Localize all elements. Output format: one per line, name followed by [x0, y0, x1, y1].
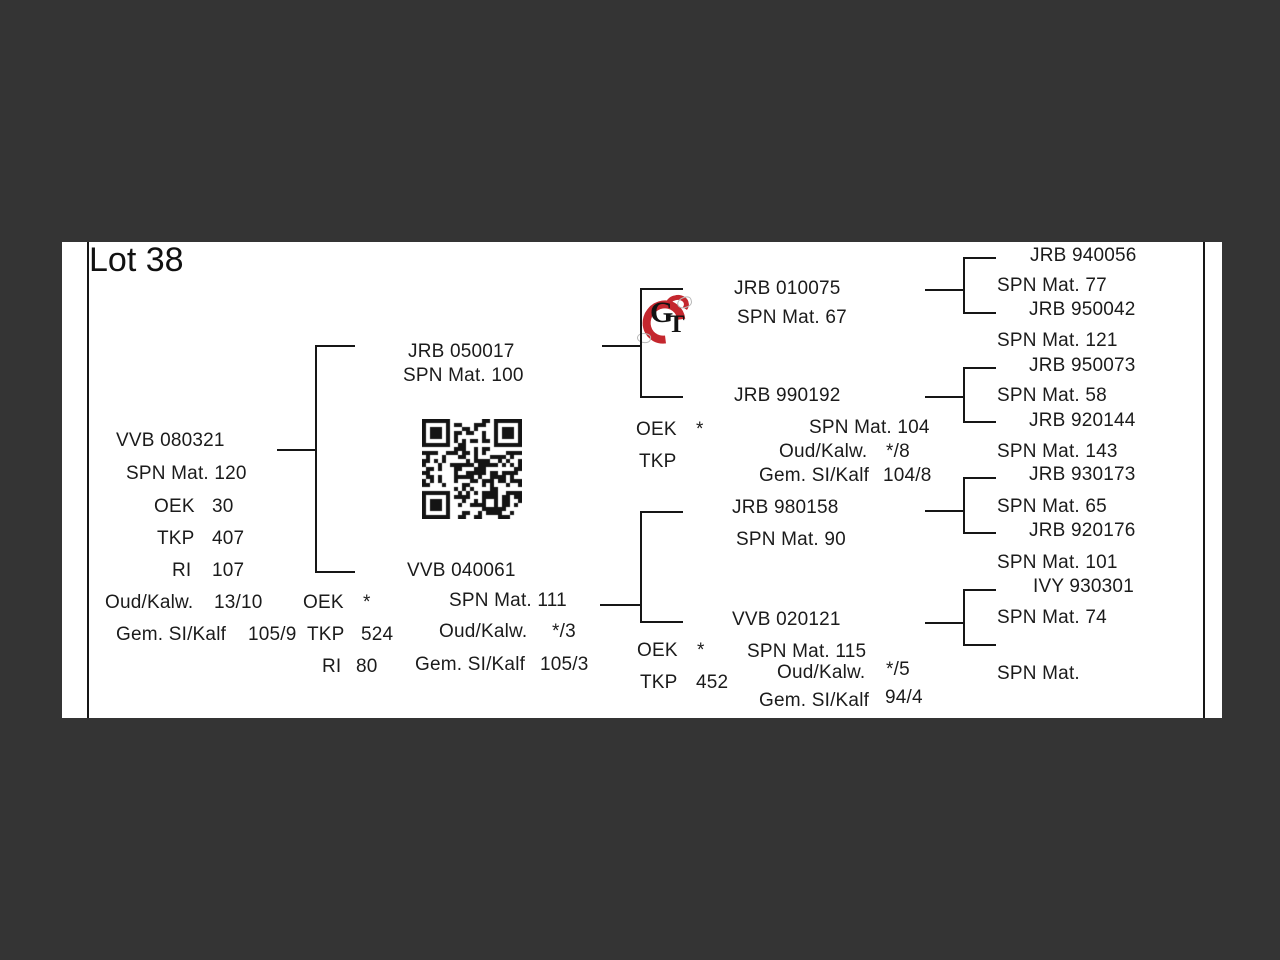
gen4-entry-spn: SPN Mat. 74 [997, 607, 1107, 628]
gen4-entry-spn: SPN Mat. 65 [997, 496, 1107, 517]
gen3-sire-dam-oud-label: Oud/Kalw. [779, 441, 868, 462]
gen4-entry-name: JRB 950042 [1029, 299, 1136, 320]
pedigree-line [602, 345, 642, 347]
gen1-name: VVB 080321 [116, 430, 225, 451]
gen3-dam-dam-spn: SPN Mat. 115 [747, 641, 867, 662]
gen4-entry-name: JRB 930173 [1029, 464, 1136, 485]
pedigree-line [640, 288, 642, 398]
pedigree-line [640, 621, 683, 623]
gen2-dam-name: VVB 040061 [407, 560, 516, 581]
gen3-sire-sire-name: JRB 010075 [734, 278, 841, 299]
gen3-dam-oek-value: * [697, 640, 705, 661]
qr-code [422, 419, 522, 519]
logo-letter-t: T [668, 311, 685, 338]
gen2-oek-value: * [363, 592, 371, 613]
gen2-dam-oud-value: */3 [552, 621, 576, 642]
pedigree-line [640, 511, 642, 623]
gen3-sire-dam-oud-value: */8 [886, 441, 910, 462]
pedigree-line [640, 511, 683, 513]
page-left-rule [87, 242, 89, 718]
pedigree-line [925, 396, 965, 398]
page-right-rule [1203, 242, 1205, 718]
gen1-tkp-value: 407 [212, 528, 245, 549]
gen1-oud-label: Oud/Kalw. [105, 592, 194, 613]
gen3-sire-dam-spn: SPN Mat. 104 [809, 417, 930, 438]
gen2-dam-gem-value: 105/3 [540, 654, 589, 675]
pedigree-line [277, 449, 317, 451]
pedigree-line [963, 644, 996, 646]
gen4-entry-name: JRB 920176 [1029, 520, 1136, 541]
gen3-sire-oek-value: * [696, 419, 704, 440]
pedigree-line [315, 571, 355, 573]
gen4-entry-spn: SPN Mat. 58 [997, 385, 1107, 406]
gen4-entry-spn: SPN Mat. 121 [997, 330, 1118, 351]
gen2-tkp-label: TKP [307, 624, 345, 645]
pedigree-line [315, 345, 355, 347]
gen1-ri-label: RI [172, 560, 192, 581]
gen3-sire-dam-gem-label: Gem. SI/Kalf [759, 465, 870, 486]
gen1-spn: SPN Mat. 120 [126, 463, 247, 484]
gen3-sire-dam-gem-value: 104/8 [883, 465, 932, 486]
pedigree-line [963, 532, 996, 534]
gen3-sire-oek-label: OEK [636, 419, 677, 440]
lot-title: Lot 38 [89, 241, 184, 279]
gen1-oek-label: OEK [154, 496, 195, 517]
gen1-oek-value: 30 [212, 496, 234, 517]
gen4-entry-name: IVY 930301 [1033, 576, 1134, 597]
pedigree-line [963, 257, 996, 259]
pedigree-line [925, 622, 965, 624]
gen1-oud-value: 13/10 [214, 592, 263, 613]
gen1-ri-value: 107 [212, 560, 245, 581]
gen3-dam-dam-oud-value: */5 [886, 659, 910, 680]
gen2-oek-label: OEK [303, 592, 344, 613]
pedigree-line [925, 510, 965, 512]
pedigree-line [963, 589, 965, 646]
gen3-dam-oek-label: OEK [637, 640, 678, 661]
gen2-dam-spn: SPN Mat. 111 [449, 590, 567, 611]
gen1-tkp-label: TKP [157, 528, 195, 549]
gen2-ri-value: 80 [356, 656, 378, 677]
pedigree-line [963, 589, 996, 591]
gen4-entry-name: JRB 920144 [1029, 410, 1136, 431]
gen2-dam-gem-label: Gem. SI/Kalf [415, 654, 526, 675]
gen3-sire-sire-spn: SPN Mat. 67 [737, 307, 847, 328]
gen2-sire-name: JRB 050017 [408, 341, 515, 362]
pedigree-line [600, 604, 641, 606]
pedigree-line [640, 288, 683, 290]
gen4-entry-name: JRB 950073 [1029, 355, 1136, 376]
gen2-tkp-value: 524 [361, 624, 394, 645]
gen2-ri-label: RI [322, 656, 342, 677]
pedigree-line [963, 477, 965, 534]
gen3-dam-dam-gem-label: Gem. SI/Kalf [759, 690, 870, 711]
pedigree-line [963, 257, 965, 314]
gen2-sire-spn: SPN Mat. 100 [403, 365, 524, 386]
gen3-dam-dam-oud-label: Oud/Kalw. [777, 662, 866, 683]
pedigree-line [925, 289, 965, 291]
gen3-sire-tkp-label: TKP [639, 451, 677, 472]
pedigree-line [963, 312, 996, 314]
gen4-entry-spn: SPN Mat. 101 [997, 552, 1118, 573]
pedigree-line [963, 367, 965, 423]
pedigree-line [963, 421, 996, 423]
gen4-entry-spn: SPN Mat. 143 [997, 441, 1118, 462]
gen3-dam-dam-name: VVB 020121 [732, 609, 841, 630]
pedigree-line [640, 396, 683, 398]
gen3-dam-tkp-value: 452 [696, 672, 729, 693]
pedigree-line [963, 477, 996, 479]
gen1-gem-label: Gem. SI/Kalf [116, 624, 227, 645]
gen3-dam-dam-gem-value: 94/4 [885, 687, 923, 708]
gen2-dam-oud-label: Oud/Kalw. [439, 621, 528, 642]
pedigree-line [315, 345, 317, 573]
gen4-entry-spn: SPN Mat. [997, 663, 1080, 684]
gen3-dam-sire-name: JRB 980158 [732, 497, 839, 518]
gen3-dam-sire-spn: SPN Mat. 90 [736, 529, 846, 550]
pedigree-line [963, 367, 996, 369]
gen3-sire-dam-name: JRB 990192 [734, 385, 841, 406]
gen3-dam-tkp-label: TKP [640, 672, 678, 693]
gen1-gem-value: 105/9 [248, 624, 297, 645]
gt-logo [641, 295, 695, 347]
gen4-entry-name: JRB 940056 [1030, 245, 1137, 266]
logo-letter-g: G [650, 296, 674, 329]
gen4-entry-spn: SPN Mat. 77 [997, 275, 1107, 296]
